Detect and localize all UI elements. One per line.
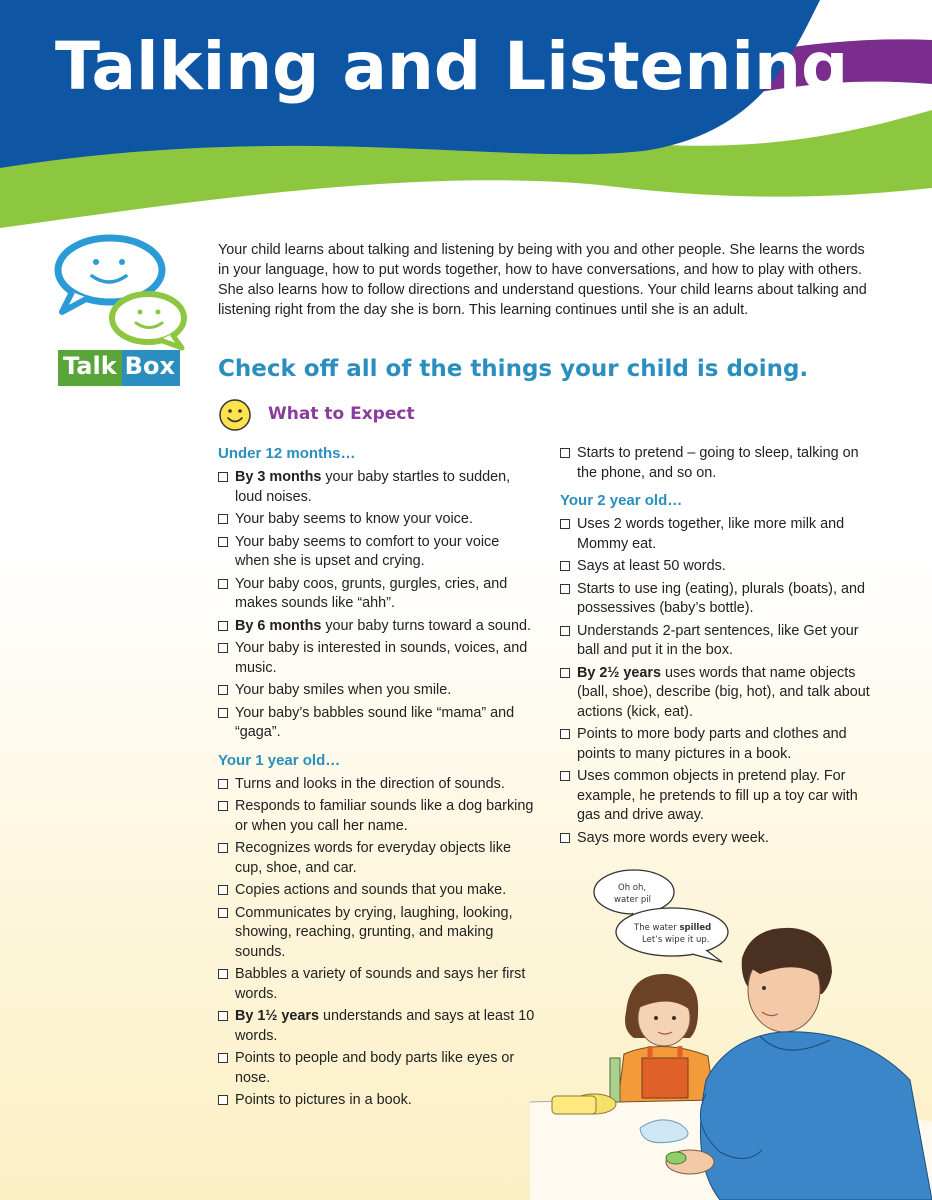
item-bold-lead: By 6 months <box>235 617 322 634</box>
bubble1-line1: Oh oh, <box>618 883 647 893</box>
checklist-item[interactable] <box>560 664 880 723</box>
bubble1-line2: water pil <box>614 895 652 905</box>
checklist-item[interactable] <box>218 1007 536 1046</box>
checklist-item[interactable] <box>218 639 536 678</box>
checklist-item[interactable] <box>218 775 536 795</box>
checkbox[interactable] <box>218 579 228 589</box>
item-text: Points to people and body parts like eyes or nose. <box>235 1050 515 1086</box>
item-bold-lead: By 2½ years <box>577 664 662 681</box>
parent-child-illustration <box>530 862 932 1200</box>
item-text: Recognizes words for everyday objects like cup, shoe, and car. <box>235 840 511 876</box>
page-title: Talking and Listening <box>55 28 849 105</box>
checklist-item[interactable] <box>218 904 536 963</box>
checkbox[interactable] <box>218 537 228 547</box>
item-text: Understands 2-part sentences, like Get your ball and put it in the box. <box>577 622 859 658</box>
item-text: Says at least 50 words. <box>577 558 726 574</box>
checkbox[interactable] <box>218 643 228 653</box>
checkbox[interactable] <box>560 729 570 739</box>
item-text: Your baby is interested in sounds, voices, and music. <box>235 640 528 676</box>
checkbox[interactable] <box>218 885 228 895</box>
item-text: Points to more body parts and clothes and points to many pictures in a book. <box>577 726 847 762</box>
checklist-item[interactable] <box>560 444 880 483</box>
check-off-heading: Check off all of the things your child is doing. <box>218 356 809 382</box>
checklist-item[interactable] <box>560 725 880 764</box>
item-text: Babbles a variety of sounds and says her first words. <box>235 966 526 1002</box>
checklist-item[interactable] <box>218 533 536 572</box>
checklist-item[interactable] <box>218 839 536 878</box>
checklist-item[interactable] <box>560 515 880 554</box>
talk-box-logo <box>58 350 180 386</box>
checkbox[interactable] <box>218 708 228 718</box>
item-text: Points to pictures in a book. <box>235 1092 412 1108</box>
section-heading-2-year-old: Your 2 year old… <box>560 492 683 509</box>
checklist-2-year-old <box>560 515 880 848</box>
checkbox[interactable] <box>218 969 228 979</box>
left-column <box>218 444 536 1119</box>
checkbox[interactable] <box>218 472 228 482</box>
bubble2-line1: The water spilled <box>634 923 712 933</box>
item-text: Uses 2 words together, like more milk and Mommy eat. <box>577 516 845 552</box>
checkbox[interactable] <box>560 668 570 678</box>
item-text: Your baby’s babbles sound like “mama” and “gaga”. <box>235 704 515 740</box>
item-text: Uses common objects in pretend play. For example, he pretends to fill up a toy car with gas and drive away. <box>577 768 858 823</box>
item-bold-lead: By 1½ years <box>235 1008 320 1024</box>
item-text: Your baby smiles when you smile. <box>235 682 452 698</box>
right-column <box>560 444 880 856</box>
checkbox[interactable] <box>218 685 228 695</box>
checklist-item[interactable] <box>218 704 536 743</box>
item-text: Responds to familiar sounds like a dog barking or when you call her name. <box>235 798 534 834</box>
checkbox[interactable] <box>218 908 228 918</box>
checklist-item[interactable] <box>560 622 880 661</box>
item-text: Your baby seems to comfort to your voice when she is upset and crying. <box>235 533 500 569</box>
checkbox[interactable] <box>218 621 228 631</box>
section-heading-1-year-old: Your 1 year old… <box>218 751 341 769</box>
checkbox[interactable] <box>560 584 570 594</box>
item-text: Copies actions and sounds that you make. <box>235 882 507 898</box>
checkbox[interactable] <box>560 519 570 529</box>
item-text: Starts to use ing (eating), plurals (boats), and possessives (baby’s bottle). <box>577 580 865 616</box>
intro-paragraph: Your child learns about talking and listening by being with you and other people. She learns the words in your language, how to put words together, how to have conversations, and how to play with others. She also learns how to follow directions and understand questions. Your child learns about talking and listening right from the day she is born. This learning continues until she is an adult. <box>218 242 867 318</box>
smiley-icon <box>218 398 252 432</box>
item-text: your baby startles to sudden, loud noises. <box>235 469 511 505</box>
checklist-item[interactable] <box>560 580 880 619</box>
item-text: understands and says at least 10 words. <box>235 1008 535 1044</box>
checklist-item[interactable] <box>218 965 536 1004</box>
section-heading-under-12-months: Under 12 months… <box>218 445 356 462</box>
checklist-item[interactable] <box>218 1049 536 1088</box>
item-text: Turns and looks in the direction of sounds. <box>235 775 505 792</box>
checkbox[interactable] <box>560 626 570 636</box>
checklist-item[interactable] <box>218 797 536 836</box>
checklist-item[interactable] <box>218 468 536 507</box>
checklist-item[interactable] <box>560 829 880 849</box>
checkbox[interactable] <box>560 448 570 458</box>
checklist-item[interactable] <box>218 575 536 614</box>
checklist-1-year-old-continued <box>560 444 880 483</box>
what-to-expect-heading: What to Expect <box>268 404 415 424</box>
logo-talk-text: Talk <box>58 350 122 386</box>
checkbox[interactable] <box>218 1095 228 1105</box>
logo-box-text: Box <box>122 350 180 386</box>
child-figure <box>610 974 714 1102</box>
checklist-item[interactable] <box>560 767 880 826</box>
item-text: your baby turns toward a sound. <box>321 617 531 634</box>
checklist-item[interactable] <box>218 1091 536 1111</box>
checklist-1-year-old <box>218 775 536 1111</box>
checkbox[interactable] <box>218 1011 228 1021</box>
item-text: Starts to pretend – going to sleep, talking on the phone, and so on. <box>577 445 859 481</box>
item-text: Your baby seems to know your voice. <box>235 511 473 527</box>
item-text: Communicates by crying, laughing, looking, showing, reaching, grunting, and making sounds. <box>235 904 513 960</box>
checklist-item[interactable] <box>218 681 536 701</box>
checkbox[interactable] <box>218 514 228 524</box>
checkbox[interactable] <box>560 833 570 843</box>
checklist-item[interactable] <box>218 617 536 637</box>
item-text: Says more words every week. <box>577 829 769 846</box>
checkbox[interactable] <box>560 771 570 781</box>
checkbox[interactable] <box>218 843 228 853</box>
bubble2-line2: Let’s wipe it up. <box>642 935 710 945</box>
checkbox[interactable] <box>560 561 570 571</box>
item-text: Your baby coos, grunts, gurgles, cries, and makes sounds like “ahh”. <box>235 575 508 611</box>
item-text: uses words that name objects (ball, shoe), describe (big, hot), and talk about actions (kick, eat). <box>577 664 870 720</box>
item-bold-lead: By 3 months <box>235 469 322 485</box>
checkbox[interactable] <box>218 779 228 789</box>
checklist-item[interactable] <box>560 557 880 577</box>
checklist-item[interactable] <box>218 510 536 530</box>
speech-bubble-parent <box>616 908 728 962</box>
checkbox[interactable] <box>218 1053 228 1063</box>
checklist-under-12-months <box>218 468 536 743</box>
checklist-item[interactable] <box>218 881 536 901</box>
checkbox[interactable] <box>218 801 228 811</box>
